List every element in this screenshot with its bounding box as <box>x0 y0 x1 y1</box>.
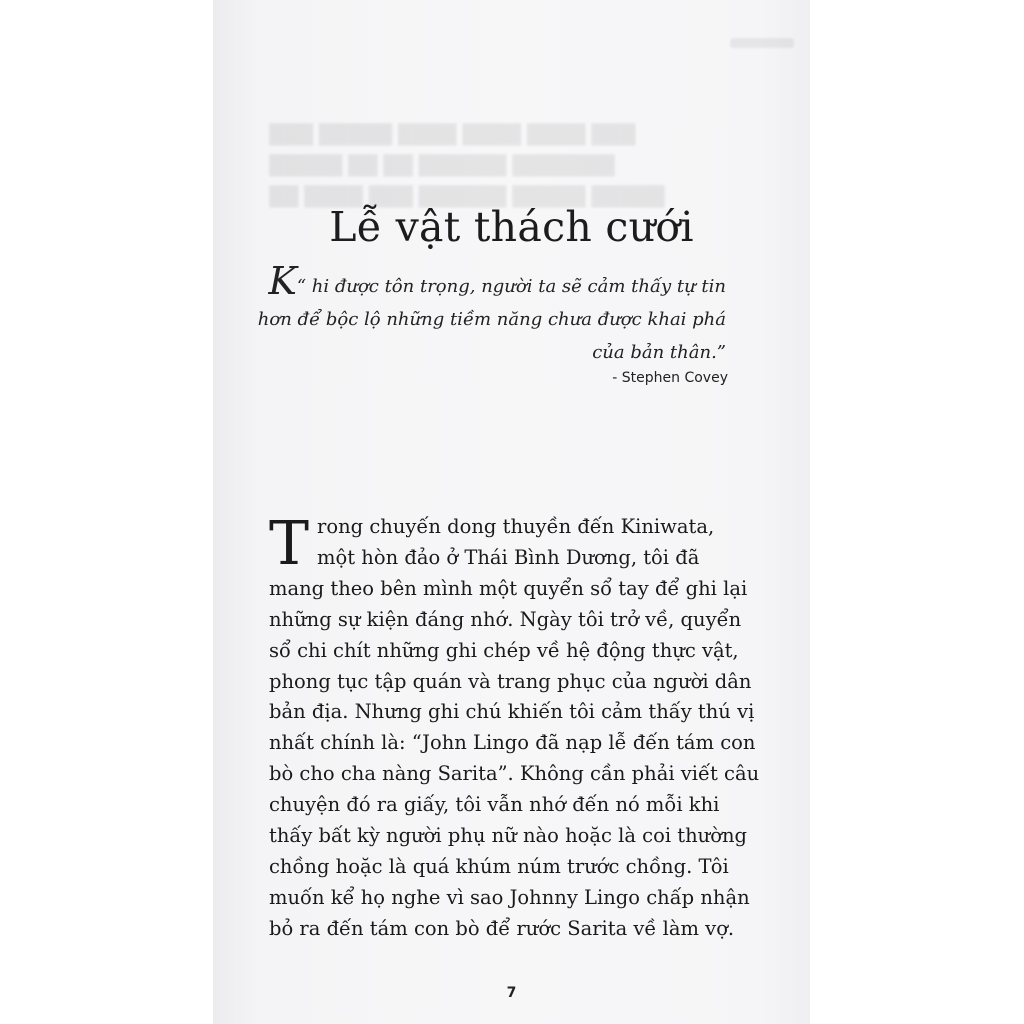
body-line: sổ chi chít những ghi chép về hệ động thực vật, <box>269 638 739 662</box>
body-line: muốn kể họ nghe vì sao Johnny Lingo chấp nhận <box>269 885 750 909</box>
epigraph-initial-letter: K <box>268 259 297 303</box>
body-line: bản địa. Nhưng ghi chú khiến tôi cảm thấy thú vị <box>269 700 755 724</box>
body-line: nhất chính là: “John Lingo đã nạp lễ đến tám con <box>269 731 756 755</box>
epigraph-line-2: hơn để bộc lộ những tiềm năng chưa được khai phá <box>257 309 726 330</box>
body-line: mang theo bên mình một quyển sổ tay để ghi lại <box>269 576 748 600</box>
epigraph-line-3: của bản thân.” <box>592 342 726 363</box>
show-through-header <box>730 38 794 48</box>
epigraph-author: - Stephen Covey <box>612 370 728 386</box>
body-line: phong tục tập quán và trang phục của người dân <box>269 669 752 693</box>
epigraph-quote <box>256 259 726 369</box>
body-line: rong chuyến dong thuyền đến Kiniwata, <box>317 515 715 538</box>
chapter-title: Lễ vật thách cưới <box>329 203 694 251</box>
body-line: bò cho cha nàng Sarita”. Không cần phải viết câu <box>269 762 760 786</box>
body-line: bỏ ra đến tám con bò để rước Sarita về làm vợ. <box>269 916 735 940</box>
drop-cap-letter: T <box>269 509 310 579</box>
body-line: một hòn đảo ở Thái Bình Dương, tôi đã <box>317 545 700 569</box>
body-line: thấy bất kỳ người phụ nữ nào hoặc là coi thường <box>269 824 748 848</box>
epigraph-line-1: K“ hi được tôn trọng, người ta sẽ cảm thấy tự tin <box>268 259 726 303</box>
page-number: 7 <box>506 985 517 1001</box>
book-page <box>213 0 810 1024</box>
body-line: chuyện đó ra giấy, tôi vẫn nhớ đến nó mỗi khi <box>269 793 720 817</box>
body-paragraph <box>269 509 760 945</box>
show-through-text: ███ █████ ████ ████ ████ ███ █████ ██ ██ ██████ ███████ ██ ████ ███ ██████ █████ █████ <box>269 124 665 208</box>
body-line: những sự kiện đáng nhớ. Ngày tôi trở về, quyển <box>269 607 742 631</box>
body-line: chồng hoặc là quá khúm núm trước chồng. Tôi <box>269 854 729 878</box>
